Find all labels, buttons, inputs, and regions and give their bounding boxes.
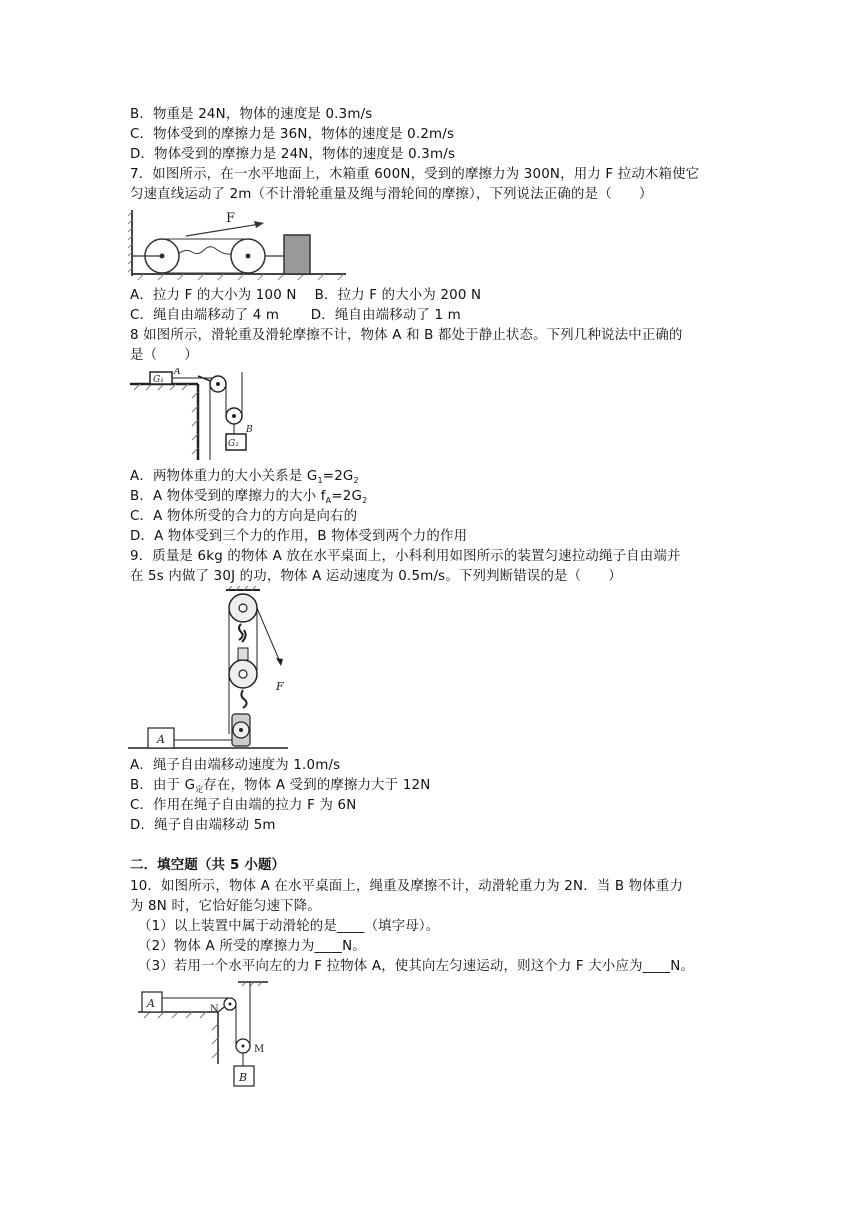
q6-option-d: D．物体受到的摩擦力是 24N，物体的速度是 0.3m/s (130, 147, 456, 162)
q9-stem-line-2: 在 5s 内做了 30J 的功，物体 A 运动速度为 0.5m/s。下列判断错误的是（ ） (130, 569, 623, 584)
q10-stem-line-1: 10．如图所示，物体 A 在水平桌面上，绳重及摩擦不计，动滑轮重力为 2N．当 B 物体重力 (130, 879, 684, 894)
q8-stem-line-1: 8 如图所示，滑轮重及滑轮摩擦不计，物体 A 和 B 都处于静止状态。下列几种说法中正确的 (130, 328, 683, 343)
q9-a-label: A (157, 733, 165, 746)
q7-options-cd: C．绳自由端移动了 4 m D．绳自由端移动了 1 m (130, 308, 461, 323)
q8-g2-label: G₂ (228, 439, 239, 449)
q8-stem-line-2: 是（ ） (130, 348, 198, 363)
q10-n-label: N (210, 1004, 219, 1015)
q10-stem-line-2: 为 8N 时，它恰好能匀速下降。 (130, 899, 321, 914)
q6-option-c: C．物体受到的摩擦力是 36N，物体的速度是 0.2m/s (130, 127, 455, 142)
q10-subquestion-2: （2）物体 A 所受的摩擦力为____N。 (138, 939, 366, 954)
q8-pulley-figure (130, 368, 270, 466)
q8-g1-label: G₁ (153, 375, 164, 385)
q7-force-label: F (226, 211, 236, 226)
q7-stem-line-1: 7．如图所示，在一水平地面上，木箱重 600N，受到的摩擦力为 300N，用力 F 拉动木箱使它 (130, 167, 700, 182)
q10-a-label: A (147, 997, 155, 1010)
q9-pulley-figure (128, 586, 290, 754)
q10-b-label: B (239, 1071, 248, 1084)
q10-pulley-figure (138, 980, 278, 1090)
q8-option-b: B．A 物体受到的摩擦力的大小 $f_A=2G_2$ (130, 489, 368, 505)
section-heading: 二．填空题（共 5 小题） (130, 858, 286, 873)
q8-b-label: B (246, 425, 253, 435)
q9-option-a: A．绳子自由端移动速度为 1.0m/s (130, 758, 341, 773)
q10-subquestion-1: （1）以上装置中属于动滑轮的是____（填字母）。 (138, 919, 440, 934)
q7-options-ab: A．拉力 F 的大小为 100 N B．拉力 F 的大小为 200 N (130, 288, 482, 303)
q10-m-label: M (254, 1044, 265, 1055)
q8-option-a: A．两物体重力的大小关系是 $G_1=2G_2$ (130, 469, 359, 485)
q9-stem-line-1: 9．质量是 6kg 的物体 A 放在水平桌面上，小科利用如图所示的装置匀速拉动绳子自由端并 (130, 549, 681, 564)
q7-stem-line-2: 匀速直线运动了 2m（不计滑轮重量及绳与滑轮间的摩擦），下列说法正确的是（ ） (130, 187, 653, 202)
q7-pulley-figure (128, 206, 350, 282)
q9-option-b: B．由于 $G_定$存在，物体 A 受到的摩擦力大于 12N (130, 778, 431, 794)
q8-option-c: C．A 物体所受的合力的方向是向右的 (130, 509, 358, 524)
q8-option-d: D．A 物体受到三个力的作用，B 物体受到两个力的作用 (130, 529, 468, 544)
q9-option-d: D．绳子自由端移动 5m (130, 818, 276, 833)
q9-option-c: C．作用在绳子自由端的拉力 F 为 6N (130, 798, 357, 813)
q10-subquestion-3: （3）若用一个水平向左的力 F 拉物体 A，使其向左匀速运动，则这个力 F 大小应为____N。 (138, 959, 695, 974)
q9-force-label: F (276, 680, 284, 693)
q8-a-label: A (174, 368, 181, 377)
q6-option-b: B．物重是 24N，物体的速度是 0.3m/s (130, 107, 373, 122)
